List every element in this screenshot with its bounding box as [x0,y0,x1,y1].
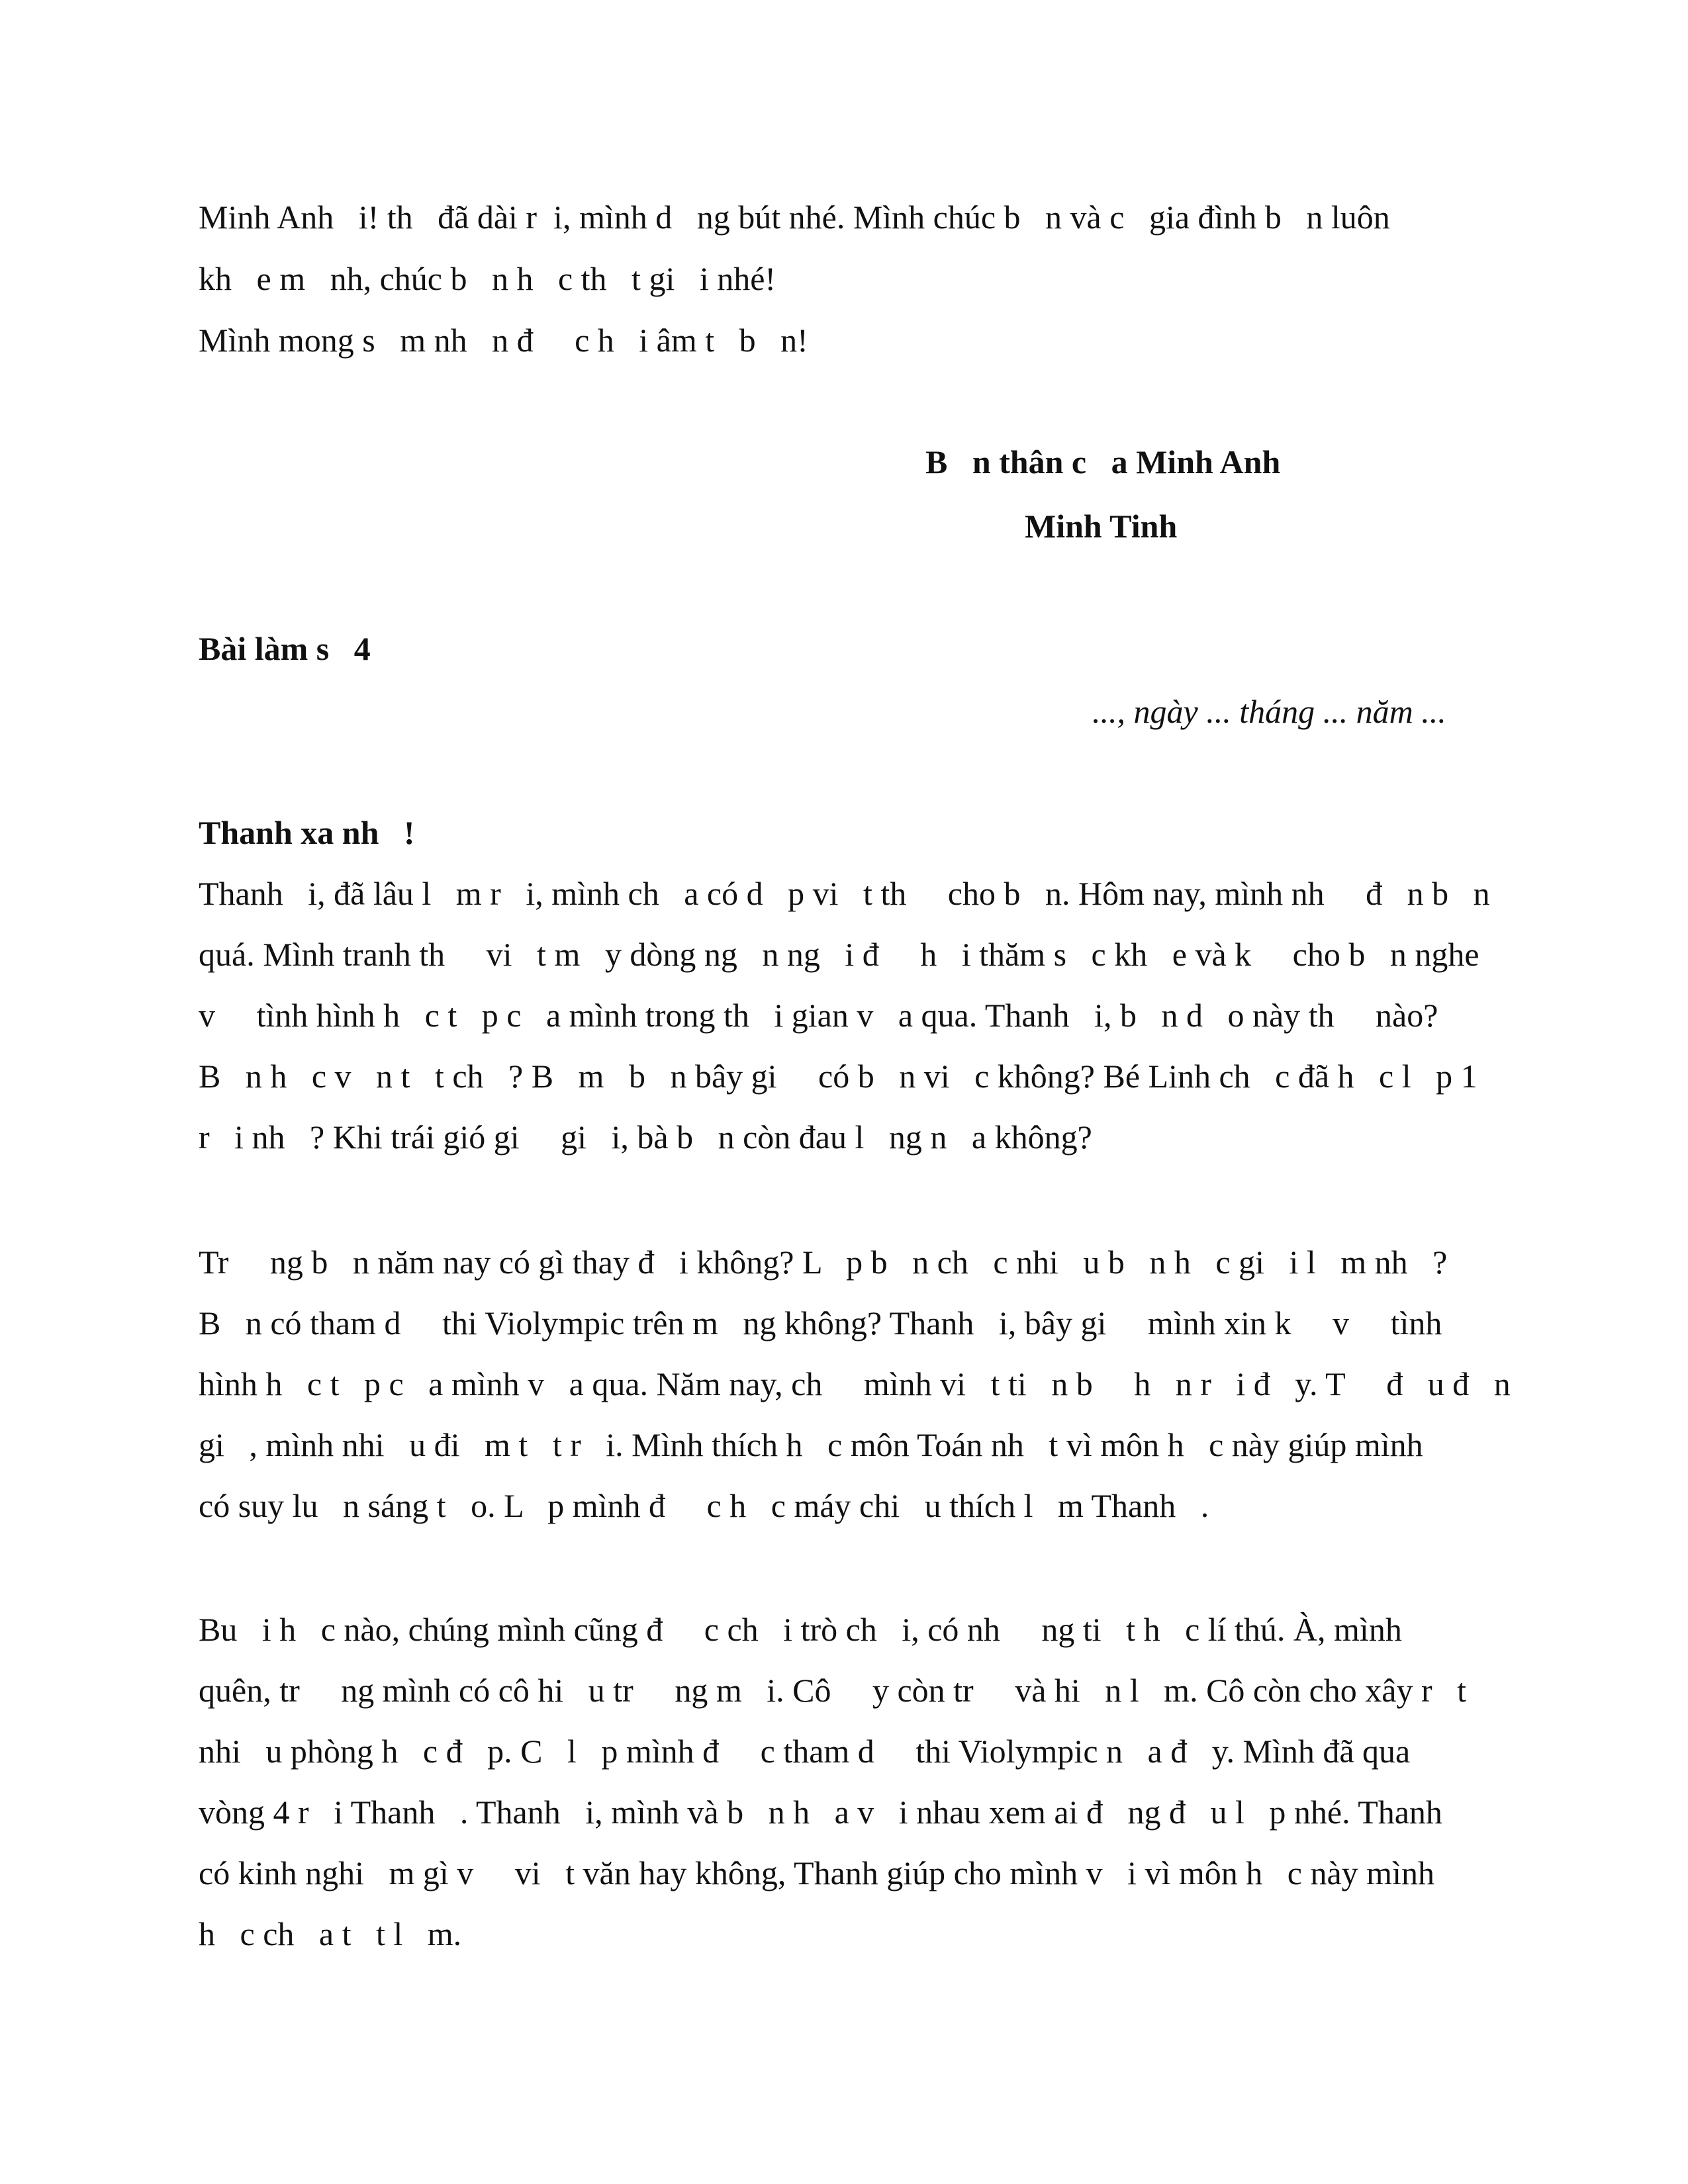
essay-heading: Bài làm s 4 [199,630,371,667]
paragraph3-line-3: nhi u phòng h c đ p. C l p mình đ c tham d thi Violympic n a đ y. Mình đã qua [199,1733,1411,1770]
paragraph1-line-5: r i nh ? Khi trái gió gi gi i, bà b n còn đau l ng n a không? [199,1118,1092,1156]
paragraph2-line-1: Tr ng b n năm nay có gì thay đ i không? L p b n ch c nhi u b n h c gi i l m nh ? [199,1244,1448,1281]
paragraph1-line-1: Thanh i, đã lâu l m r i, mình ch a có d p vi t th cho b n. Hôm nay, mình nh đ n b n [199,875,1490,912]
paragraph2-line-4: gi , mình nhi u đi m t t r i. Mình thích h c môn Toán nh t vì môn h c này giúp mình [199,1426,1423,1463]
letter-date: ..., ngày ... tháng ... năm ... [1092,693,1446,730]
closing-line-3: Mình mong s m nh n đ c h i âm t b n! [199,322,808,359]
closing-line-1: Minh Anh i! th đã dài r i, mình d ng bút nhé. Mình chúc b n và c gia đình b n luôn [199,199,1390,236]
closing-line-2: kh e m nh, chúc b n h c th t gi i nhé! [199,260,776,297]
signature-line-1: B n thân c a Minh Anh [925,443,1281,480]
letter-greeting: Thanh xa nh ! [199,814,415,851]
paragraph3-line-5: có kinh nghi m gì v vi t văn hay không, Thanh giúp cho mình v i vì môn h c này mình [199,1854,1434,1891]
paragraph2-line-2: B n có tham d thi Violympic trên m ng không? Thanh i, bây gi mình xin k v tình [199,1304,1442,1342]
paragraph3-line-2: quên, tr ng mình có cô hi u tr ng m i. Cô y còn tr và hi n l m. Cô còn cho xây r t [199,1672,1467,1709]
paragraph2-line-3: hình h c t p c a mình v a qua. Năm nay, ch mình vi t ti n b h n r i đ y. T đ u đ n [199,1365,1511,1402]
paragraph1-line-4: B n h c v n t t ch ? B m b n bây gi có b n vi c không? Bé Linh ch c đã h c l p 1 [199,1058,1477,1095]
paragraph3-line-6: h c ch a t t l m. [199,1915,462,1952]
paragraph1-line-3: v tình hình h c t p c a mình trong th i gian v a qua. Thanh i, b n d o này th nào? [199,997,1438,1034]
paragraph1-line-2: quá. Mình tranh th vi t m y dòng ng n ng i đ h i thăm s c kh e và k cho b n nghe [199,936,1479,973]
paragraph3-line-1: Bu i h c nào, chúng mình cũng đ c ch i trò ch i, có nh ng ti t h c lí thú. À, mình [199,1611,1402,1648]
paragraph3-line-4: vòng 4 r i Thanh . Thanh i, mình và b n h a v i nhau xem ai đ ng đ u l p nhé. Thanh [199,1794,1442,1831]
signature-name: Minh Tinh [1025,508,1178,545]
paragraph2-line-5: có suy lu n sáng t o. L p mình đ c h c máy chi u thích l m Thanh . [199,1487,1209,1524]
